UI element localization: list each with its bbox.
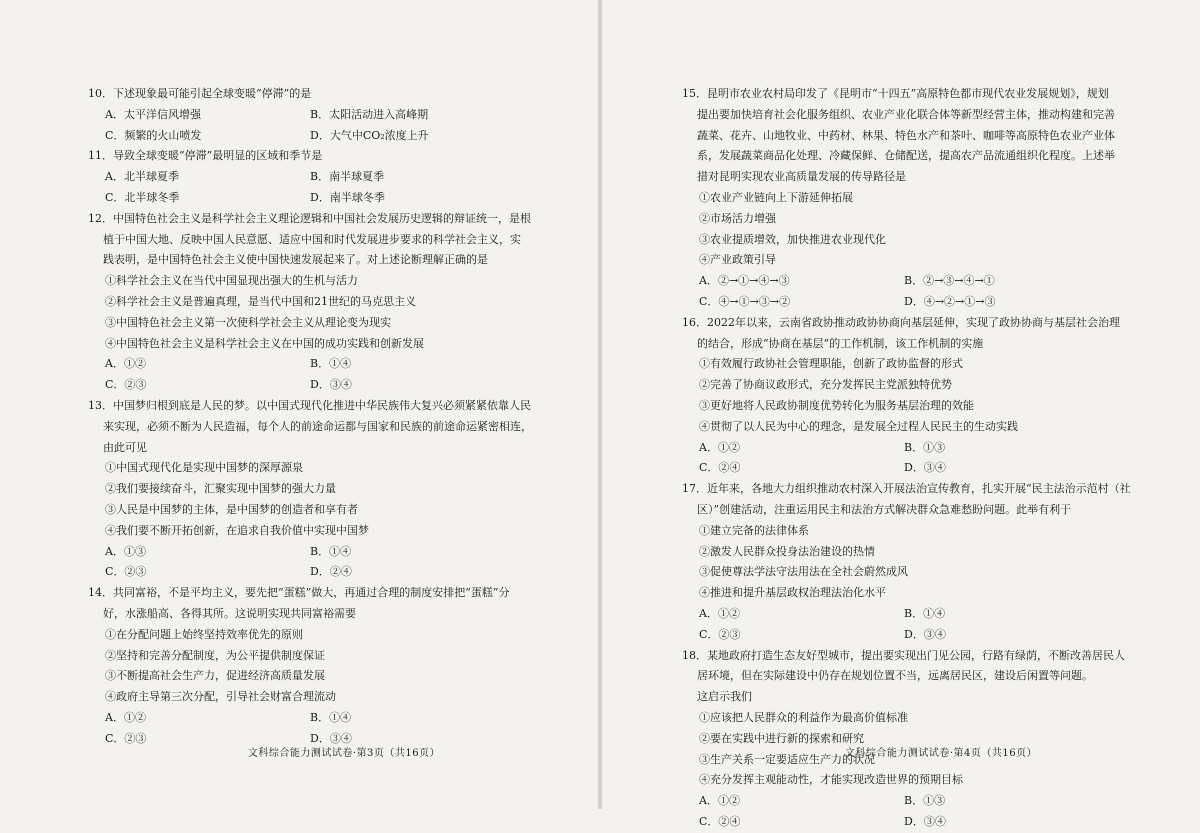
question-block (682, 479, 1180, 645)
answer-option[interactable]: D．③④ (904, 627, 946, 641)
answer-option[interactable]: B．太阳活动进入高峰期 (310, 107, 429, 121)
question-block (682, 646, 1180, 833)
answer-option[interactable]: B．①④ (310, 357, 352, 371)
question-stem-line: 好，水涨船高、各得其所。这说明实现共同富裕需要 (103, 606, 356, 620)
question-stem-line: 12．中国特色社会主义是科学社会主义理论逻辑和中国社会发展历史逻辑的辩证统一，是根 (88, 211, 531, 225)
answer-option[interactable]: A．北半球夏季 (105, 170, 179, 184)
answer-option[interactable]: D．③④ (904, 814, 946, 828)
statement-item: ②坚持和完善分配制度，为公平提供制度保证 (105, 648, 325, 662)
statement-item: ③促使尊法学法守法用法在全社会蔚然成风 (699, 565, 908, 579)
question-block (88, 146, 580, 208)
statement-item: ③农业提质增效，加快推进农业现代化 (699, 232, 886, 246)
question-stem-line: 的结合，形成“协商在基层”的工作机制，该工作机制的实施 (697, 336, 984, 350)
answer-option[interactable]: B．南半球夏季 (310, 170, 385, 184)
answer-options (88, 167, 580, 209)
question-list (88, 84, 580, 750)
statement-item: ①中国式现代化是实现中国梦的深厚源泉 (105, 461, 303, 475)
question-stem-line: 18．某地政府打造生态友好型城市，提出要实现出门见公园，行路有绿荫，不断改善居民人 (682, 648, 1125, 662)
statement-item: ②科学社会主义是普遍真理，是当代中国和21世纪的马克思主义 (105, 294, 416, 308)
statement-item: ①建立完备的法律体系 (699, 523, 809, 537)
answer-option[interactable]: C．②③ (699, 627, 741, 641)
answer-option[interactable]: D．②④ (310, 565, 352, 579)
statement-item: ④政府主导第三次分配，引导社会财富合理流动 (105, 690, 336, 704)
statement-item: ④推进和提升基层政权治理法治化水平 (699, 586, 886, 600)
answer-option[interactable]: C．北半球冬季 (105, 190, 180, 204)
question-stem-line: 蔬菜、花卉、山地牧业、中药材、林果、特色水产和茶叶、咖啡等高原特色农业产业体 (697, 128, 1115, 142)
answer-option[interactable]: D．③④ (310, 378, 352, 392)
question-block (682, 84, 1180, 313)
answer-option[interactable]: B．①③ (904, 440, 946, 454)
answer-options (88, 105, 580, 147)
answer-option[interactable]: D．③④ (904, 461, 946, 475)
statement-item: ③不断提高社会生产力，促进经济高质量发展 (105, 669, 325, 683)
answer-options (682, 271, 1180, 313)
question-stem-line: 践表明，是中国特色社会主义使中国快速发展起来了。对上述论断理解正确的是 (103, 253, 488, 267)
question-block (88, 84, 580, 146)
answer-option[interactable]: A．太平洋信风增强 (105, 107, 201, 121)
question-stem-line: 17．近年来，各地大力组织推动农村深入开展法治宣传教育，扎实开展“民主法治示范村（社 (682, 482, 1131, 496)
answer-option[interactable]: B．①④ (904, 606, 946, 620)
statement-item: ③人民是中国梦的主体，是中国梦的创造者和享有者 (105, 502, 358, 516)
question-block (682, 313, 1180, 479)
answer-options (682, 604, 1180, 646)
answer-option[interactable]: C．②④ (699, 461, 741, 475)
question-stem-line: 植于中国大地、反映中国人民意愿、适应中国和时代发展进步要求的科学社会主义，实 (103, 232, 521, 246)
page-footer: 文科综合能力测试试卷·第4页（共16页） (844, 748, 1038, 759)
answer-option[interactable]: A．①② (105, 357, 146, 371)
answer-option[interactable]: C．②④ (699, 814, 741, 828)
answer-option[interactable]: C．④→①→③→② (699, 294, 791, 308)
answer-option[interactable]: B．①④ (310, 710, 352, 724)
answer-option[interactable]: D．南半球冬季 (310, 190, 385, 204)
question-block (88, 396, 580, 583)
answer-option[interactable]: D．④→②→①→③ (904, 294, 996, 308)
answer-option[interactable]: B．②→③→④→① (904, 274, 995, 288)
right-exam-page (600, 0, 1200, 828)
answer-option[interactable]: A．①② (699, 606, 740, 620)
answer-option[interactable]: A．②→①→④→③ (699, 274, 790, 288)
question-list (682, 84, 1180, 833)
question-stem-line: 来实现，必须不断为人民造福，每个人的前途命运都与国家和民族的前途命运紧密相连， (103, 419, 532, 433)
statement-item: ①在分配问题上始终坚持效率优先的原则 (105, 627, 303, 641)
statement-item: ④充分发挥主观能动性，才能实现改造世界的预期目标 (699, 773, 963, 787)
answer-option[interactable]: C．②③ (105, 565, 147, 579)
answer-option[interactable]: A．①③ (105, 544, 146, 558)
answer-option[interactable]: B．①④ (310, 544, 352, 558)
page-footer: 文科综合能力测试试卷·第3页（共16页） (247, 748, 441, 759)
question-stem-line: 提出要加快培育社会化服务组织、农业产业化联合体等新型经营主体，推动构建和完善 (697, 107, 1115, 121)
left-exam-page (0, 0, 600, 809)
answer-option[interactable]: D．大气中CO₂浓度上升 (310, 128, 429, 142)
question-stem-line: 区）”创建活动，注重运用民主和法治方式解决群众急难愁盼问题。此举有利于 (697, 502, 1072, 516)
answer-options (88, 542, 580, 584)
question-stem-line: 13．中国梦归根到底是人民的梦。以中国式现代化推进中华民族伟大复兴必须紧紧依靠人民 (88, 398, 531, 412)
question-stem-line: 16．2022年以来，云南省政协推动政协协商向基层延伸，实现了政协协商与基层社会治理 (682, 315, 1120, 329)
answer-option[interactable]: A．①② (699, 440, 740, 454)
statement-item: ①有效履行政协社会管理职能，创新了政协监督的形式 (699, 357, 963, 371)
statement-item: ②要在实践中进行新的探索和研究 (699, 731, 864, 745)
statement-item: ③生产关系一定要适应生产力的状况 (699, 752, 875, 766)
question-stem-line: 措对昆明实现农业高质量发展的传导路径是 (697, 170, 906, 184)
question-stem-line: 10．下述现象最可能引起全球变暖“停滞”的是 (88, 87, 312, 100)
statement-item: ①农业产业链向上下游延伸拓展 (699, 190, 853, 204)
answer-option[interactable]: D．③④ (310, 731, 352, 745)
answer-option[interactable]: A．①② (699, 794, 740, 808)
statement-item: ②激发人民群众投身法治建设的热情 (699, 544, 875, 558)
answer-options (88, 354, 580, 396)
question-stem-line: 系，发展蔬菜商品化处理、冷藏保鲜、仓储配送，提高农产品流通组织化程度。上述举 (697, 149, 1115, 163)
answer-option[interactable]: C．频繁的火山喷发 (105, 128, 202, 142)
statement-item: ④贯彻了以人民为中心的理念，是发展全过程人民民主的生动实践 (699, 419, 1018, 433)
statement-item: ①科学社会主义在当代中国显现出强大的生机与活力 (105, 274, 358, 288)
question-stem-line: 14．共同富裕，不是平均主义，要先把“蛋糕”做大，再通过合理的制度安排把“蛋糕”分 (88, 586, 510, 600)
statement-item: ④中国特色社会主义是科学社会主义在中国的成功实践和创新发展 (105, 336, 424, 350)
statement-item: ②完善了协商议政形式，充分发挥民主党派独特优势 (699, 378, 952, 392)
answer-option[interactable]: A．①② (105, 710, 146, 724)
answer-options (682, 438, 1180, 480)
question-stem-line: 11．导致全球变暖“停滞”最明显的区域和季节是 (88, 149, 323, 163)
statement-item: ①应该把人民群众的利益作为最高价值标准 (699, 710, 908, 724)
statement-item: ②市场活力增强 (699, 211, 776, 225)
question-stem-line: 居环境，但在实际建设中仍存在规划位置不当，远离居民区，建设后闲置等问题。 (697, 669, 1093, 683)
statement-item: ②我们要接续奋斗，汇聚实现中国梦的强大力量 (105, 482, 336, 496)
question-block (88, 209, 580, 396)
answer-options (682, 791, 1180, 833)
statement-item: ④产业政策引导 (699, 253, 776, 267)
question-stem-line: 15．昆明市农业农村局印发了《昆明市“十四五”高原特色都市现代农业发展规划》，规划 (682, 87, 1109, 100)
question-block (88, 583, 580, 749)
answer-option[interactable]: B．①③ (904, 794, 946, 808)
answer-option[interactable]: C．②③ (105, 731, 147, 745)
answer-option[interactable]: C．②③ (105, 378, 147, 392)
statement-item: ③中国特色社会主义第一次使科学社会主义从理论变为现实 (105, 315, 391, 329)
question-stem-line: 由此可见 (103, 440, 147, 454)
statement-item: ④我们要不断开拓创新，在追求自我价值中实现中国梦 (105, 523, 369, 537)
statement-item: ③更好地将人民政协制度优势转化为服务基层治理的效能 (699, 398, 974, 412)
question-stem-line: 这启示我们 (697, 690, 752, 704)
